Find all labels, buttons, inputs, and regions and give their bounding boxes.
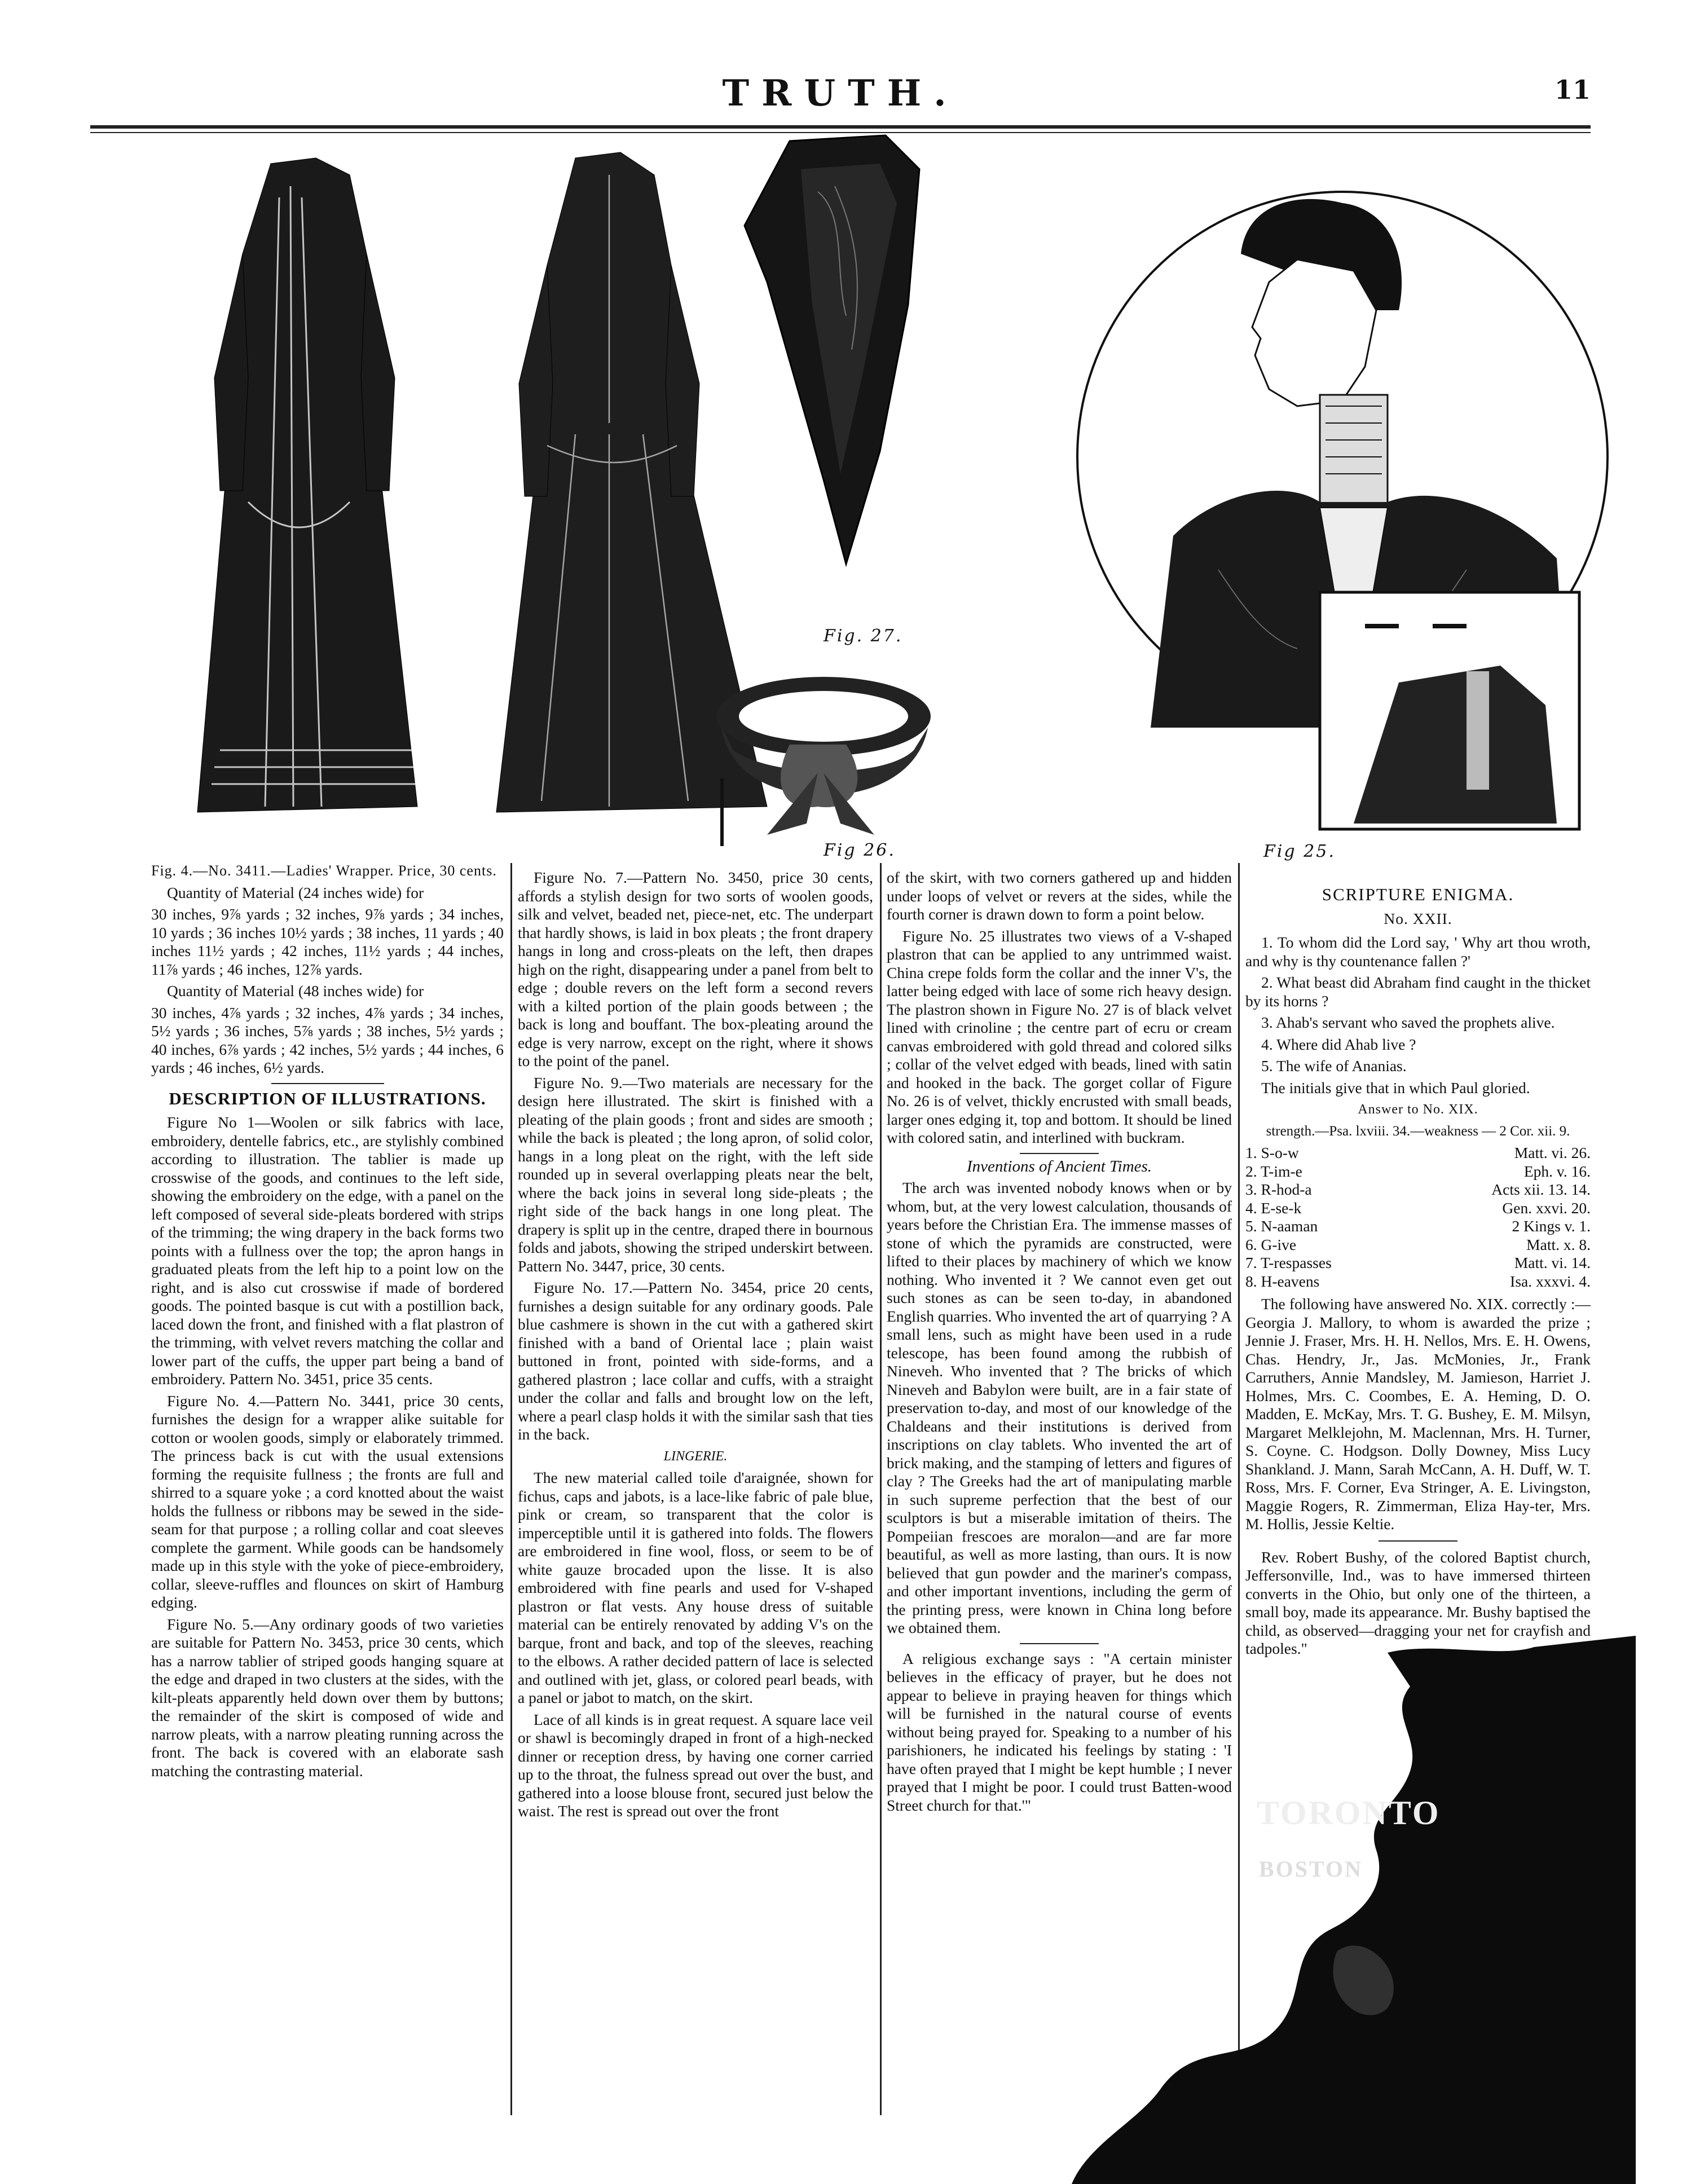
lingerie-paragraph-1: The new material called toile d'araignée, shown for fichus, caps and jabots, is a lace-like fabric of pale blue, pink or cream, so transparent that the color is imperceptible until it is gathered into folds. The flowers are embroidered in fine wool, floss, or seem to be of white gauze brocaded upon the lisse. It is also embroidered with fine pearls and used for V-shaped plastron or flat vests. Any house dress of suitable material can be entirely renovated by adding V's on the barque, front and back, and top of the sleeves, reaching to the elbows. A rather decided pattern of lace is selected and outlined with jet, glass, or colored pearl beads, with a panel or jabot to match, on the skirt. — [518, 1469, 873, 1706]
enigma-title: SCRIPTURE ENIGMA. — [1322, 884, 1514, 904]
inventions-text: The arch was invented nobody knows when or by whom, but, at the very lowest calculation, thousands of years before the Christian Era. The immense masses of stone of which the pyramids are constructed, were lifted to their places by machinery of which we know nothing. Who invented it ? We cannot even get out such stones as can be seen to-day, in abandoned English quarries. Who invented the art of quarrying ? A small lens, such as might have been used in a rude telescope, has been found among the rubbish of Nineveh. Who invented that ? The bricks of which Nineveh and Babylon were built, are in a fair state of preservation to-day, and most of our knowledge of the Chaldeans and their institutions is derived from inscriptions on clay tablets. Who invented the art of brick making, and the stamping of letters and figures of clay ? The Greeks had the art of manipulating marble in such supreme perfection that the best of our sculptors is but a miserable imitation of theirs. The Pompeiian frescoes are moralon—and are far more beautiful, as well as more lasting, than ours. It is now believed that gun powder and the mariner's compass, and other important inventions, including the germ of the printing press, were known in China long before we obtained them. — [887, 1179, 1232, 1636]
answer-row: 7. T-respasses Matt. vi. 14. — [1245, 1254, 1591, 1271]
column-divider-2 — [880, 863, 882, 2115]
quantity-24-heading: Quantity of Material (24 inches wide) for — [167, 883, 424, 901]
figure-5-text: Figure No. 5.—Any ordinary goods of two varieties are suitable for Pattern No. 3453, price 30 cents, which has a narrow tablier of striped goods hanging square at the edge and draped in two clusters at the sides, with the kilt-pleats apparently held down over them by buttons; the remainder of the skirt is composed of wide and narrow pleats, with a narrow pleating running across the front. The back is covered with an elaborate sash matching the contrasting material. — [151, 1615, 504, 1780]
lingerie-paragraph-2: Lace of all kinds is in great request. A square lace veil or shawl is becomingly draped in front of a high-necked dinner or reception dress, by having one corner carried up to the throat, the fulness spread out over the bust, and gathered into a loose blouse front, secured just below the waist. The rest is spread out over the front — [518, 1710, 873, 1820]
fig26-caption: Fig 26. — [824, 840, 896, 860]
figure-1-text: Figure No 1—Woolen or silk fabrics with lace, embroidery, dentelle fabrics, etc., are stylishly combined according to illustration. The tablier is made up crosswise of the goods, and continues to the left side, showing the embroidery on the edge, with a panel on the left composed of several side-pleats bordered with strips of the trimming; the wing drapery in the back forms two points with a fullness over the top; the apron hangs in graduated pleats from the left hip to a point low on the right, and is also cut crosswise if made of bordered goods. The pointed basque is cut with a postillion back, laced down the front, and finished with a flat plastron of the trimming, with velvet revers matching the collar and lower part of the cuffs, the upper part being a band of embroidery. Pattern No. 3451, price 35 cents. — [151, 1113, 504, 1388]
masthead-title: TRUTH. — [722, 72, 959, 115]
enigma-number: No. XXII. — [1384, 909, 1452, 927]
figure-7-text: Figure No. 7.—Pattern No. 3450, price 30 cents, affords a stylish design for two sorts of woolen goods, silk and velvet, beaded net, piece-net, etc. The underpart that hardly shows, is laid in box pleats ; the front drapery hangs in long and cross-pleats on the left, then drapes high on the right, disappearing under a panel from belt to edge ; double revers on the left form a second revers with a kilted portion of the plain goods between ; the back is long and bouffant. The box-pleating around the edge is very narrow, except on the right, where it shows to the point of the panel. — [518, 869, 873, 1069]
figure-17-text: Figure No. 17.—Pattern No. 3454, price 20 cents, furnishes a design suitable for any ordinary goods. Pale blue cashmere is shown in the cut with a gathered skirt finished with a band of Oriental lace ; plain waist buttoned in front, pointed with side-forms, and a gathered plastron ; lace collar and cuffs, with a straight under the collar and falls and brought low on the left, where a pearl clasp holds it with the similar sash that ties in the back. — [518, 1279, 873, 1443]
answer-row: 4. E-se-k Gen. xxvi. 20. — [1245, 1199, 1591, 1217]
lingerie-heading: LINGERIE. — [663, 1448, 728, 1464]
quantity-48-list: 30 inches, 4⅞ yards ; 32 inches, 4⅞ yards ; 34 inches, 5½ yards ; 36 inches, 5⅞ yards ; 38 inches, 5½ yards ; 40 inches, 6⅞ yards ; 42 inches, 5½ yards ; 44 inches, 6 yards ; 46 inches, 6½ yards. — [151, 1003, 504, 1076]
ad-toronto: TORONTO — [1257, 1794, 1441, 1831]
column-4 — [1245, 880, 1591, 1657]
fig27-caption: Fig. 27. — [824, 626, 903, 646]
enigma-q4: 4. Where did Ahab live ? — [1261, 1035, 1416, 1053]
column-divider-1 — [510, 863, 512, 2115]
answer-row: 1. S-o-w Matt. vi. 26. — [1245, 1144, 1591, 1161]
fig26-gorget-collar-illustration — [705, 666, 942, 857]
page-number: 11 — [1554, 74, 1591, 105]
bushy-rule — [1379, 1540, 1457, 1542]
religious-exchange-text: A religious exchange says : "A certain minister believes in the efficacy of prayer, but he does not appear to believe in praying heaven for things which will be furnished in the natural course of events without being prayed for. Speaking to a number of his parishioners, he indicated his feelings by stating : 'I have often prayed that I might be kept humble ; I never prayed that I might be poor. I could trust Batten-wood Street church for that.'" — [887, 1649, 1232, 1814]
description-heading: DESCRIPTION OF ILLUSTRATIONS. — [169, 1088, 486, 1108]
enigma-q3: 3. Ahab's servant who saved the prophets alive. — [1261, 1014, 1555, 1031]
header-rule-bottom — [90, 132, 1591, 133]
fig25-portrait-illustration — [1004, 141, 1602, 852]
fig25-caption: Fig 25. — [1263, 842, 1336, 861]
inventions-rule — [1020, 1153, 1099, 1154]
inventions-heading: Inventions of Ancient Times. — [966, 1157, 1152, 1175]
quantity-48-heading: Quantity of Material (48 inches wide) for — [167, 982, 424, 999]
answer-row: 6. G-ive Matt. x. 8. — [1245, 1235, 1591, 1253]
bushy-paragraph: Rev. Robert Bushy, of the colored Baptist church, Jeffersonville, Ind., was to have immersed thirteen converts in the Ohio, but only one of the thirteen, a small boy, made its appearance. Mr. Bushy baptised the child, as observed—dragging your net for crayfish and tadpoles." — [1245, 1548, 1591, 1657]
header-rule-top — [90, 125, 1591, 129]
answer-row: 5. N-aaman 2 Kings v. 1. — [1245, 1217, 1591, 1235]
answer-row: 3. R-hod-a Acts xii. 13. 14. — [1245, 1181, 1591, 1198]
fig4-caption-text: Fig. 4.—No. 3411.—Ladies' Wrapper. Price, 30 cents. — [151, 862, 497, 879]
continuation-text: of the skirt, with two corners gathered up and hidden under loops of velvet or revers at the sides, while the fourth corner is drawn down to form a point below. — [887, 869, 1232, 923]
column-1 — [151, 862, 504, 2103]
quantity-24-list: 30 inches, 9⅞ yards ; 32 inches, 9⅞ yards ; 34 inches, 10 yards ; 36 inches 10½ yards ; 38 inches, 11 yards ; 40 inches 11½ yards ; 42 inches, 11½ yards ; 44 inches, 11⅞ yards ; 46 inches, 12⅞ yards. — [151, 905, 504, 978]
answer-line: strength.—Psa. lxviii. 34.—weakness — 2 Cor. xii. 9. — [1266, 1123, 1570, 1139]
figure-4-text: Figure No. 4.—Pattern No. 3441, price 30 cents, furnishes the design for a wrapper alike suitable for cotton or woolen goods, simply or elaborately trimmed. The princess back is cut with the usual extensions forming the requisite fullness ; the fronts are full and shirred to a square yoke ; a cord knotted about the waist holds the fullness or ribbons may be sewed in the side-seam for that purpose ; a rolling collar and coat sleeves complete the garment. While goods can be handsomely made up in this style with the yoke of piece-embroidery, collar, sleeve-ruffles and flounces on skirt of Hamburg edging. — [151, 1392, 504, 1611]
section-rule — [271, 1083, 384, 1084]
column-2 — [518, 869, 873, 2110]
figure-9-text: Figure No. 9.—Two materials are necessary for the design here illustrated. The skirt is finished with a pleating of the plain goods ; front and sides are smooth ; while the back is pleated ; the long apron, of solid color, hangs in a long pleat on the right, with the left side rounded up in several overlapping pleats near the belt, where the back joins in several long side-pleats ; the right side of the back hangs in one long pleat. The drapery is split up in the centre, draped there in bournous folds and jabots, showing the striped underskirt between. Pattern No. 3447, price, 30 cents. — [518, 1073, 873, 1275]
ad-boston: BOSTON — [1259, 1856, 1363, 1882]
figure-25-text: Figure No. 25 illustrates two views of a V-shaped plastron that can be applied to any untrimmed waist. China crepe folds form the collar and the inner V's, the latter being edged with lace of some rich heavy design. The plastron shown in Figure No. 27 is of black velvet lined with crinoline ; the centre part of ecru or cream canvas embroidered with gold thread and colored silks ; collar of the velvet edged with beads, lined with satin and hooked in the back. The gorget collar of Figure No. 26 is of velvet, thickly encrusted with small beads, larger ones edging it, top and bottom. It should be lined with colored satin, and interlined with buckram. — [887, 927, 1232, 1146]
fig27-plastron-illustration — [733, 135, 931, 581]
answer-row: 2. T-im-e Eph. v. 16. — [1245, 1162, 1591, 1180]
enigma-q2: 2. What beast did Abraham find caught in the thicket by its horns ? — [1245, 974, 1591, 1010]
page-header — [90, 68, 1591, 124]
ink-damage-blot — [1072, 1636, 1636, 2184]
answer-row: 8. H-eavens Isa. xxxvi. 4. — [1245, 1272, 1591, 1290]
enigma-q1: 1. To whom did the Lord say, ' Why art thou wroth, and why is thy countenance fallen ?' — [1245, 934, 1591, 970]
enigma-initials: The initials give that in which Paul gloried. — [1261, 1078, 1530, 1097]
answered-list: The following have answered No. XIX. correctly :—Georgia J. Mallory, to whom is awarded the prize ; Jennie J. Fraser, Mrs. H. H. Nellos, Mrs. E. H. Owens, Chas. Hendry, Jr., Jas. McMonies, Jr., Frank Carruthers, Annie Mandsley, M. Jamieson, Harriet J. Holmes, Mrs. C. Coombes, E. A. Heming, D. O. Madden, E. McKay, Mrs. T. G. Bushey, E. M. Milsyn, Margaret Melklejohn, M. Maclennan, Mrs. H. Turner, S. Coyne. C. Hodgson. Dolly Downey, Miss Lucy Shankland. J. Mann, Sarah McCann, A. H. Duff, W. T. Ross, Mrs. F. Corner, Eva Stringer, A. E. Livingston, Maggie Rogers, R. Zimmerman, Eliza Hay-ter, Mrs. M. Hollis, Jessie Keltie. — [1245, 1295, 1591, 1533]
answer-heading: Answer to No. XIX. — [1358, 1102, 1478, 1117]
enigma-q5: 5. The wife of Ananias. — [1261, 1057, 1407, 1075]
